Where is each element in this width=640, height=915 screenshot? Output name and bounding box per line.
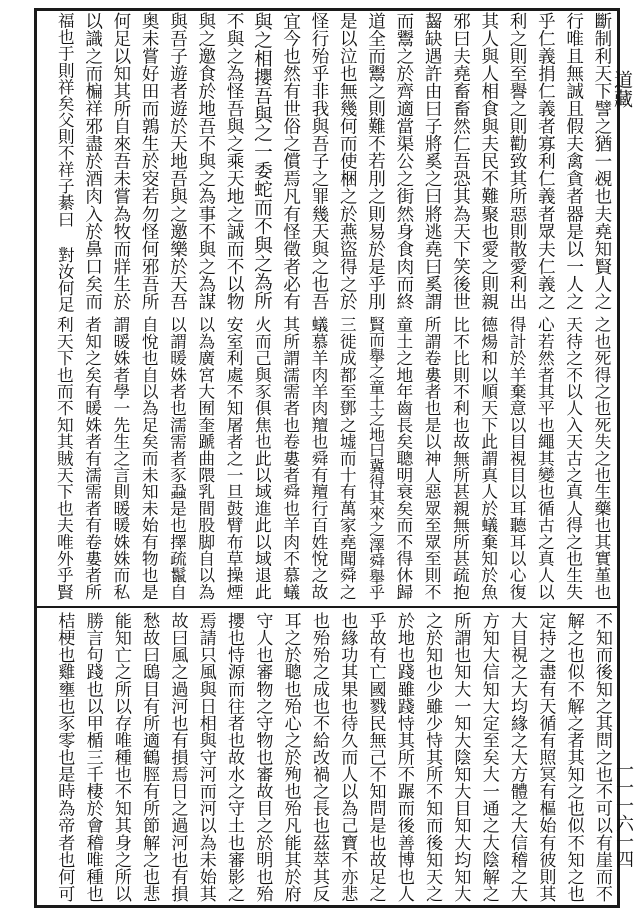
upper-column-13: 而鬻之於齊適當渠公之街然身食肉而終 — [393, 12, 414, 311]
lower-column-9: 耳之於聰也殆心之於殉也殆凡能其於府 — [280, 612, 301, 903]
upper-column-3: 何足以知其所自來吾未嘗為牧而牂生於 — [110, 12, 131, 311]
middle-column-17: 得計於羊棄意以目視目以耳聽耳以心復 — [507, 316, 528, 600]
middle-column-9: 其所謂濡需者也卷婁者舜也羊肉不慕蟻 — [280, 316, 301, 600]
upper-column-17: 利之則至譽之則勸致其所惡則散愛利出 — [507, 12, 528, 311]
lower-column-18: 定持之盡有天循有照冥有樞始有彼則其 — [535, 612, 556, 903]
upper-column-19: 行唯且無誠且假夫禽貪者器是以一人之 — [563, 12, 584, 311]
middle-column-15: 比不比則不利也故無所甚親無所甚疏抱 — [450, 316, 471, 600]
upper-column-7: 不與之為怪吾與之乘天地之誠而不以物 — [224, 12, 245, 311]
middle-column-11: 三徙成都至鄧之墟而十有萬家堯聞舜之 — [337, 316, 358, 600]
middle-column-2: 者知之矣有暖姝者有濡需者有卷婁者所 — [82, 316, 103, 600]
upper-column-10: 怪行殆乎非我與吾子之罪幾天與之也吾 — [308, 12, 329, 311]
page-number: 一一一六一四 — [613, 760, 634, 868]
middle-column-18: 心若然者其平也繩其變也循古之真人以 — [535, 316, 556, 600]
upper-column-4: 奥未嘗好田而鶉生於㝔若勿怪何邪吾所 — [139, 12, 160, 311]
middle-column-14: 所謂卷婁者也是以神人惡眾至眾至則不 — [422, 316, 443, 600]
middle-column-13: 童土之地年齒長矣聰明衰矣而不得休歸 — [393, 316, 414, 600]
upper-column-5: 與吾子遊者遊於天地吾與之邀樂於天吾 — [167, 12, 188, 311]
middle-column-20: 之也死得之也死失之也生藥也其實堇也 — [591, 316, 612, 600]
lower-column-7: 攖也恃源而往者也故水之守土也審影之 — [224, 612, 245, 903]
lower-column-13: 於地也踐雖踐恃其所不蹍而後善博也人 — [393, 612, 414, 903]
section-divider — [34, 606, 620, 608]
lower-column-4: 愁故曰鴟目有所適鶴脛有所節解之也悲 — [139, 612, 160, 903]
middle-column-4: 自悅也自以為足矣而未知未始有物也是 — [139, 316, 160, 600]
lower-column-1: 桔梗也雞壅也豕零也是時為帝者也何可 — [54, 612, 75, 903]
lower-column-6: 焉請只風與日相與守河而河以為未始其 — [195, 612, 216, 903]
lower-column-2: 勝言句踐也以甲楯三千棲於會稽唯種也 — [82, 612, 103, 903]
upper-column-8: 與之相攖吾與之一委蛇而不與之為所 — [251, 12, 273, 310]
lower-column-15: 所謂也知大一知大陰知大目知大均知大 — [450, 612, 471, 903]
upper-column-20: 斷制利天下譬之猶一覕也夫堯知賢人之 — [591, 12, 612, 311]
middle-column-19: 天待之不以人入天古之真人得之也生失 — [563, 316, 584, 600]
upper-column-2: 以識之而楄祥邪盡於酒肉入於鼻口矣而 — [82, 12, 103, 311]
upper-column-11: 是以泣也無幾何而使梱之於燕盜得之於 — [337, 12, 358, 311]
middle-column-1: 利天下也而不知其賊天下也夫唯外乎賢 — [54, 316, 75, 600]
middle-column-5: 以謂暖姝者也濡需者豕蝨是也擇疏鬣自 — [167, 316, 188, 600]
upper-text-block — [44, 12, 612, 313]
lower-text-block — [44, 612, 610, 902]
upper-column-18: 乎仁義捐仁義者寡利仁義者眾夫仁義之 — [535, 12, 556, 311]
middle-column-12: 賢而舉之童土之地曰冀得其來之澤舜舉乎 — [366, 316, 386, 601]
lower-column-14: 之於知也少雖少恃其所不知而後知天之 — [422, 612, 443, 903]
middle-text-block — [44, 316, 610, 600]
collection-label: 道藏 — [611, 70, 633, 108]
middle-column-8: 火而己與豕俱焦也此以域進此以域退此 — [252, 316, 273, 600]
middle-column-6: 以為廣宮大囿奎蹏曲隈乳間股脚自以為 — [195, 316, 216, 600]
upper-column-1: 福也于則祥矣父則不祥子綦曰 對汝何足 — [55, 12, 75, 313]
lower-column-20: 不知而後知之其問之也不可以有崖而不 — [591, 612, 612, 903]
lower-column-11: 也緣功其果也待久而人以為己寶不亦悲 — [337, 612, 358, 903]
middle-column-10: 蟻慕羊肉羊肉羶也舜有羶行百姓悅之故 — [308, 316, 329, 600]
lower-column-17: 大目視之大均緣之大方體之大信稽之大 — [507, 612, 528, 903]
upper-column-15: 邪曰夫堯畜畜然仁吾恐其為天下笑後世 — [450, 12, 471, 311]
lower-column-5: 故曰風之過河也有損焉日之過河也有損 — [167, 612, 188, 903]
middle-column-16: 德煬和以順天下此謂真人於蟻棄知於魚 — [478, 316, 499, 600]
upper-column-14: 齧缺遇許由曰子將奚之曰將逃堯曰奚謂 — [422, 12, 443, 311]
middle-column-3: 謂暖姝者學一先生之言則暖暖姝姝而私 — [110, 316, 131, 600]
upper-column-9: 宜今也然有世俗之償焉凡有怪徵者必有 — [280, 12, 301, 311]
upper-column-6: 與之邀食於地吾不與之為事不與之為謀 — [195, 12, 216, 311]
upper-column-12: 道全而鬻之則難不若刖之則易於是乎刖 — [365, 12, 386, 311]
lower-column-16: 方知大信知大定至矣大一通之大陰解之 — [478, 612, 499, 903]
middle-column-7: 安室利處不知屠者之一旦鼓臂布草操煙 — [224, 316, 245, 600]
lower-column-8: 守人也審物之守物也審故目之於明也殆 — [252, 612, 273, 903]
lower-column-19: 解之也似不解之者其知之也似不知之也 — [563, 612, 584, 903]
lower-column-3: 能知亡之所以存唯種也不知其身之所以 — [110, 612, 131, 903]
lower-column-12: 乎故有亡國戮民無己不知問是也故足之 — [365, 612, 386, 903]
upper-column-16: 其人與人相食與夫民不難聚也愛之則親 — [478, 12, 499, 311]
lower-column-10: 也殆殆之成也不給改禍之長也茲萃其反 — [308, 612, 329, 903]
